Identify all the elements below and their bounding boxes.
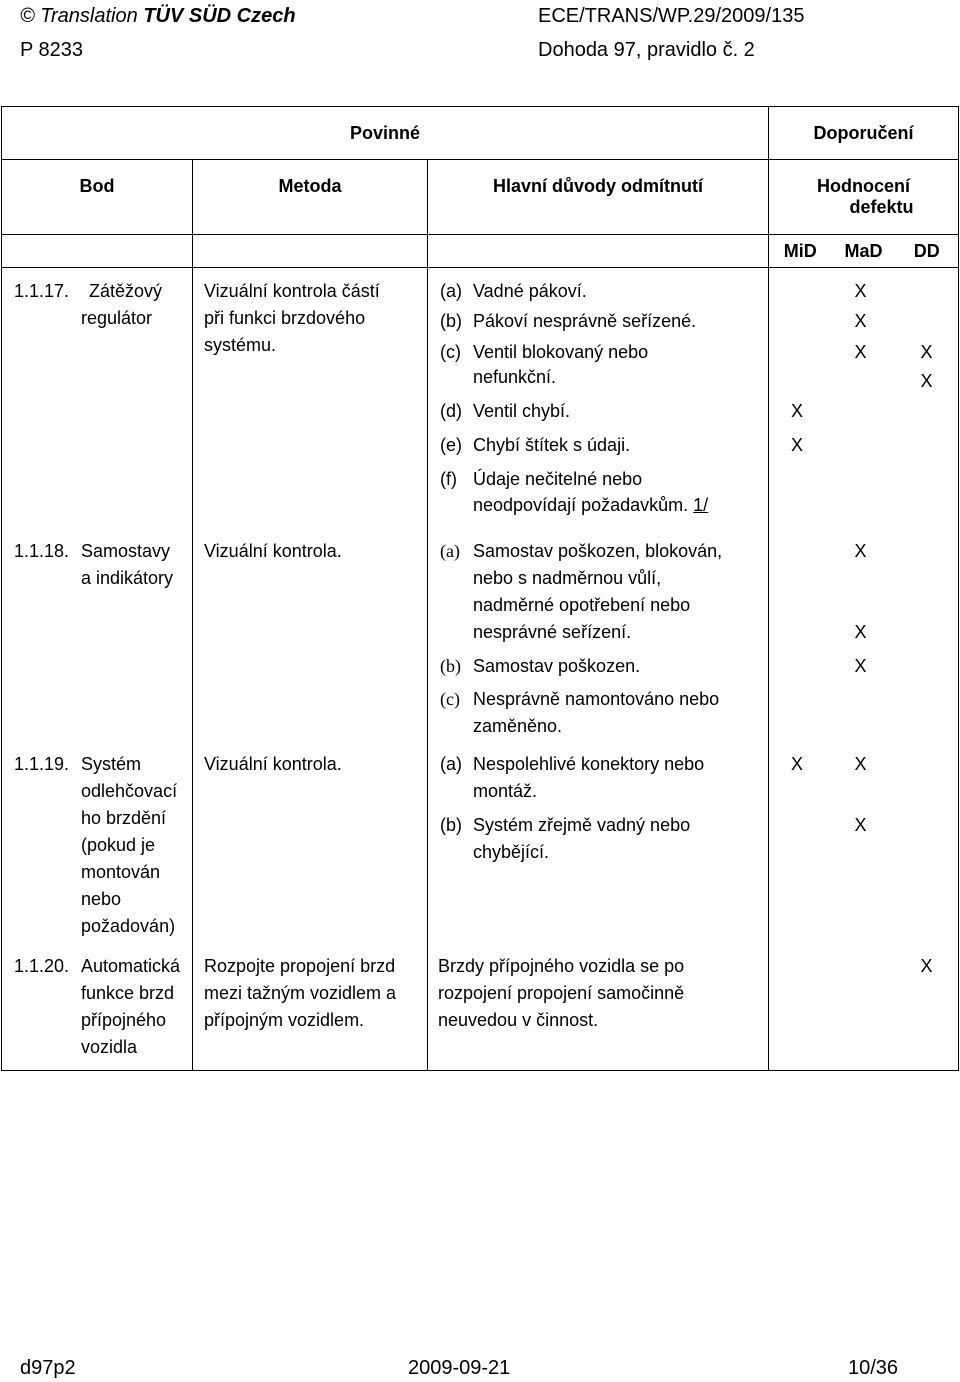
reason-marker: (b)	[440, 815, 462, 835]
header-mad: MaD	[832, 235, 896, 268]
method-line: Vizuální kontrola.	[204, 541, 342, 561]
mad-mark: X	[854, 622, 867, 642]
agreement-reference: Dohoda 97, pravidlo č. 2	[538, 39, 755, 61]
mid-mark: X	[791, 401, 804, 421]
mad-mark: X	[854, 656, 867, 676]
header-mid: MiD	[769, 235, 832, 268]
item-name-line: Automatická	[81, 956, 181, 976]
reason-text: Ventil chybí.	[473, 401, 571, 421]
item-name-line: funkce brzd	[81, 983, 175, 1003]
header-dd: DD	[896, 235, 959, 268]
mad-mark: X	[854, 281, 867, 301]
reason-text: Chybí štítek s údaji.	[473, 435, 631, 455]
reason-text: Nesprávně namontováno nebo	[473, 689, 720, 709]
item-name-line: Samostavy	[81, 541, 171, 561]
method-line: Vizuální kontrola.	[204, 754, 342, 774]
reason-text: Ventil blokovaný nebo	[473, 342, 649, 362]
item-number: 1.1.20.	[14, 956, 70, 976]
reason-text: nebo s nadměrnou vůlí,	[473, 568, 662, 588]
item-name-line: montován	[81, 862, 161, 882]
method-line: Rozpojte propojení brzd	[204, 956, 396, 976]
reason-text-with-note	[473, 492, 708, 519]
assessment-line1: Hodnocení	[817, 176, 910, 196]
reason-text: montáž.	[473, 781, 538, 801]
row-1-1-17	[2, 268, 959, 527]
dd-mark: X	[920, 371, 933, 391]
copyright-text: © Translation	[20, 5, 138, 27]
method-line: Vizuální kontrola částí	[204, 281, 380, 301]
mad-mark: X	[854, 754, 867, 774]
reason-marker: (f)	[440, 469, 457, 489]
reason-marker: (a)	[440, 541, 460, 561]
item-name-line: ho brzdění	[81, 808, 167, 828]
item-name-line: regulátor	[81, 308, 153, 328]
row-1-1-18	[2, 526, 959, 746]
reason-marker: (b)	[440, 656, 461, 676]
org-name: TÜV SÜD Czech	[143, 5, 296, 27]
method-line: systému.	[204, 335, 277, 355]
reason-text: Brzdy přípojného vozidla se po	[438, 956, 685, 976]
reason-marker: (b)	[440, 311, 462, 331]
reason-marker: (a)	[440, 754, 462, 774]
item-number: 1.1.17.	[14, 281, 70, 301]
method-line: mezi tažným vozidlem a	[204, 983, 397, 1003]
reason-marker: (c)	[440, 689, 460, 709]
item-name-line: odlehčovací	[81, 781, 178, 801]
reason-marker: (d)	[440, 401, 462, 421]
reason-marker: (e)	[440, 435, 462, 455]
item-name-line: přípojného	[81, 1010, 167, 1030]
reason-marker: (c)	[440, 342, 461, 362]
header-recommended: Doporučení	[769, 107, 959, 160]
page-code: P 8233	[20, 39, 84, 61]
reason-text: Vadné pákoví.	[473, 281, 587, 301]
header-reasons: Hlavní důvody odmítnutí	[428, 160, 769, 235]
header-item: Bod	[2, 160, 193, 235]
item-name-line: požadován)	[81, 916, 176, 936]
footer-doc-id: d97p2	[20, 1357, 76, 1379]
item-name-line: (pokud je	[81, 835, 156, 855]
footer-date: 2009-09-21	[408, 1357, 511, 1379]
mad-mark: X	[854, 342, 867, 362]
dd-mark: X	[920, 342, 933, 362]
item-name-line: vozidla	[81, 1037, 138, 1057]
reason-text: zaměněno.	[473, 716, 563, 736]
reason-text: neodpovídají požadavkům.	[473, 495, 689, 515]
footer-page-number: 10/36	[848, 1357, 899, 1379]
item-number: 1.1.18.	[14, 541, 70, 561]
reason-text: Údaje nečitelné nebo	[473, 469, 643, 489]
reason-text: Systém zřejmě vadný nebo	[473, 815, 691, 835]
mid-mark: X	[791, 435, 804, 455]
reason-text: rozpojení propojení samočinně	[438, 983, 685, 1003]
mad-mark: X	[854, 311, 867, 331]
header-translation	[20, 4, 296, 28]
method-line: přípojným vozidlem.	[204, 1010, 365, 1030]
reason-text: Samostav poškozen, blokován,	[473, 541, 723, 561]
method-line: při funkci brzdového	[204, 308, 366, 328]
mid-mark: X	[791, 754, 804, 774]
reason-text: neuvedou v činnost.	[438, 1010, 599, 1030]
reason-text: Pákoví nesprávně seřízené.	[473, 311, 697, 331]
reason-text: Samostav poškozen.	[473, 656, 641, 676]
item-name-line: a indikátory	[81, 568, 174, 588]
assessment-line2: defektu	[849, 197, 914, 217]
dd-mark: X	[920, 956, 933, 976]
item-number: 1.1.19.	[14, 754, 70, 774]
reason-text: nefunkční.	[473, 367, 557, 387]
reason-text: Nespolehlivé konektory nebo	[473, 754, 705, 774]
header-mandatory: Povinné	[2, 107, 769, 160]
header-assessment	[769, 160, 959, 235]
mad-mark: X	[854, 541, 867, 561]
item-name-line: nebo	[81, 889, 122, 909]
reason-text: nesprávné seřízení.	[473, 622, 632, 642]
reason-text: nadměrné opotřebení nebo	[473, 595, 691, 615]
reason-marker: (a)	[440, 281, 462, 301]
item-name-line: Systém	[81, 754, 142, 774]
mad-mark: X	[854, 815, 867, 835]
inspection-table	[1, 106, 959, 1071]
footnote-ref: 1/	[693, 495, 709, 515]
reason-text: chybějící.	[473, 842, 550, 862]
item-name-line: Zátěžový	[89, 281, 163, 301]
row-1-1-19	[2, 746, 959, 948]
doc-reference: ECE/TRANS/WP.29/2009/135	[538, 5, 805, 27]
header-method: Metoda	[193, 160, 428, 235]
row-1-1-20	[2, 948, 959, 1071]
